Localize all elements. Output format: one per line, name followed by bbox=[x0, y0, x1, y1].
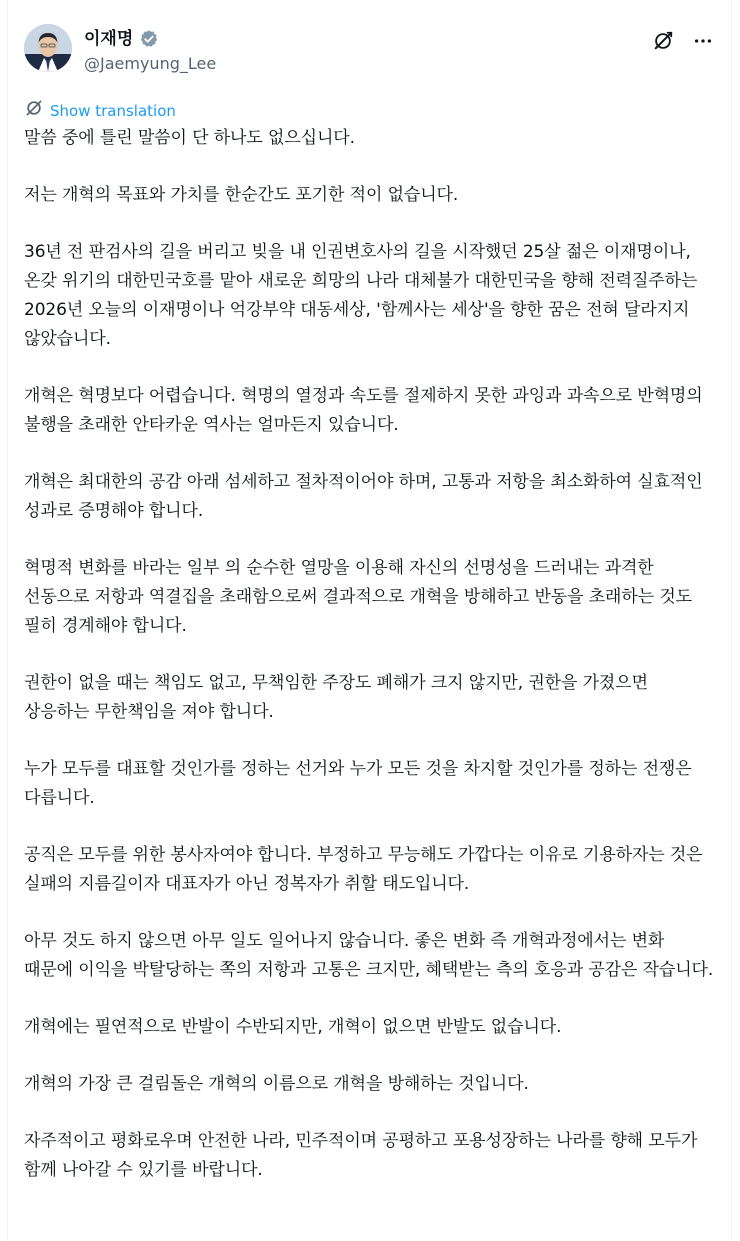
tweet-paragraph: 말씀 중에 틀린 말씀이 단 하나도 없으십니다. bbox=[24, 128, 355, 148]
show-translation-link[interactable] bbox=[24, 98, 176, 123]
tweet-paragraph: 저는 개혁의 목표와 가치를 한순간도 포기한 적이 없습니다. bbox=[24, 185, 459, 205]
tweet-paragraph: 권한이 없을 때는 책임도 없고, 무책임한 주장도 폐해가 크지 않지만, 권한을 가졌으면 상응하는 무한책임을 져야 합니다. bbox=[24, 673, 648, 722]
tweet-text bbox=[24, 124, 714, 1185]
grok-icon[interactable] bbox=[650, 28, 676, 54]
tweet-paragraph: 개혁에는 필연적으로 반발이 수반되지만, 개혁이 없으면 반발도 없습니다. bbox=[24, 1017, 562, 1037]
tweet-paragraph: 개혁의 가장 큰 걸림돌은 개혁의 이름으로 개혁을 방해하는 것입니다. bbox=[24, 1074, 529, 1094]
tweet-paragraph: 개혁은 최대한의 공감 아래 섬세하고 절차적이어야 하며, 고통과 저항을 최소화하여 실효적인 성과로 증명해야 합니다. bbox=[24, 472, 703, 521]
tweet-paragraph: 혁명적 변화를 바라는 일부 의 순수한 열망을 이용해 자신의 선명성을 드러내는 과격한 선동으로 저항과 역결집을 초래함으로써 결과적으로 개혁을 방해하고 반동을 초래하는 것도 필히 경계해야 합니다. bbox=[24, 558, 692, 636]
tweet-paragraph: 36년 전 판검사의 길을 버리고 빚을 내 인권변호사의 길을 시작했던 25살 젊은 이재명이나, 온갖 위기의 대한민국호를 맡아 새로운 희망의 나라 대체불가 대한민국을 향해 전력질주하는 2026년 오늘의 이재명이나 억강부약 대동세상, '함께사는 세상'을 향한 꿈은 전혀 달라지지 않았습니다. bbox=[24, 242, 698, 349]
tweet-paragraph: 누가 모두를 대표할 것인가를 정하는 선거와 누가 모든 것을 차지할 것인가를 정하는 전쟁은 다릅니다. bbox=[24, 759, 692, 808]
avatar[interactable] bbox=[24, 24, 72, 72]
tweet-actions bbox=[650, 28, 716, 54]
avatar-portrait-icon bbox=[24, 24, 72, 72]
translate-icon bbox=[24, 98, 44, 123]
tweet-paragraph: 개혁은 혁명보다 어렵습니다. 혁명의 열정과 속도를 절제하지 못한 과잉과 과속으로 반혁명의 불행을 초래한 안타카운 역사는 얼마든지 있습니다. bbox=[24, 386, 703, 435]
tweet-paragraph: 아무 것도 하지 않으면 아무 일도 일어나지 않습니다. 좋은 변화 즉 개혁과정에서는 변화 때문에 이익을 박탈당하는 쪽의 저항과 고통은 크지만, 혜택받는 측의 호응과 공감은 작습니다. bbox=[24, 931, 714, 980]
show-translation-label[interactable]: Show translation bbox=[50, 101, 176, 120]
tweet-paragraph: 공직은 모두를 위한 봉사자여야 합니다. 부정하고 무능해도 가깝다는 이유로 기용하자는 것은 실패의 지름길이자 대표자가 아닌 정복자가 취할 태도입니다. bbox=[24, 845, 703, 894]
user-handle[interactable]: @Jaemyung_Lee bbox=[84, 54, 217, 73]
more-horizontal-icon[interactable] bbox=[690, 28, 716, 54]
tweet-paragraph: 자주적이고 평화로우며 안전한 나라, 민주적이며 공평하고 포용성장하는 나라를 향해 모두가 함께 나아갈 수 있기를 바랍니다. bbox=[24, 1131, 698, 1180]
display-name[interactable]: 이재명 bbox=[84, 29, 134, 49]
name-row bbox=[84, 28, 159, 50]
verified-badge-icon bbox=[139, 29, 159, 49]
tweet-header bbox=[24, 24, 716, 80]
